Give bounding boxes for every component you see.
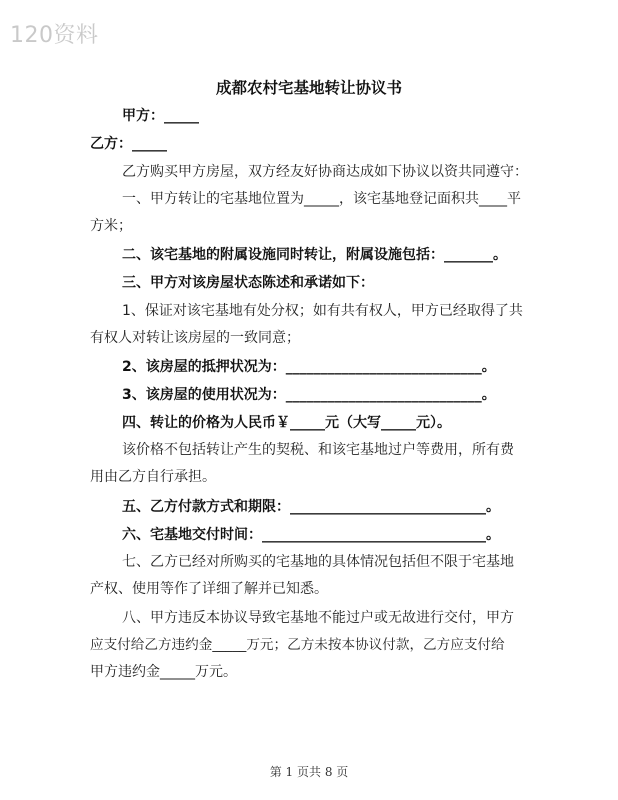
- clause-3-item-3-line: 3、该房屋的使用状况为：____________________________。: [122, 387, 496, 403]
- clause-1-line-2: 方米；: [90, 218, 132, 234]
- clause-2-line: 二、该宅基地的附属设施同时转让，附属设施包括：_______。: [122, 247, 507, 263]
- clause-3-item-1-line-2: 有权人对转让该房屋的一致同意；: [90, 330, 300, 346]
- page-footer: 第 1 页共 8 页: [269, 765, 349, 779]
- clause-3-item-1-line-1: 1、保证对该宅基地有处分权；如有共有权人，甲方已经取得了共: [122, 303, 523, 319]
- clause-5-line: 五、乙方付款方式和期限：____________________________。: [122, 499, 500, 515]
- preamble-line: 乙方购买甲方房屋，双方经友好协商达成如下协议以资共同遵守：: [122, 164, 528, 180]
- clause-3-heading: 三、甲方对该房屋状态陈述和承诺如下：: [122, 275, 374, 291]
- clause-8-line-3: 甲方违约金_____万元。: [90, 664, 237, 680]
- clause-3-item-2-line: 2、该房屋的抵押状况为：____________________________。: [122, 359, 496, 375]
- document-title: 成都农村宅基地转让协议书: [215, 79, 402, 97]
- clause-4-note-line-1: 该价格不包括转让产生的契税、和该宅基地过户等费用，所有费: [122, 442, 514, 458]
- clause-7-line-1: 七、乙方已经对所购买的宅基地的具体情况包括但不限于宅基地: [122, 554, 514, 570]
- clause-4-line: 四、转让的价格为人民币￥_____元（大写_____元）。: [122, 415, 451, 431]
- clause-4-note-line-2: 用由乙方自行承担。: [90, 469, 216, 485]
- watermark: 120资料: [10, 23, 99, 48]
- clause-8-line-2: 应支付给乙方违约金_____万元；乙方未按本协议付款，乙方应支付给: [90, 637, 505, 653]
- clause-1-line-1: 一、甲方转让的宅基地位置为_____，该宅基地登记面积共____平: [122, 191, 521, 207]
- clause-6-line: 六、宅基地交付时间：________________________________。: [122, 527, 500, 543]
- party-a-line: 甲方：_____: [122, 108, 199, 124]
- party-b-line: 乙方：_____: [90, 136, 167, 152]
- clause-8-line-1: 八、甲方违反本协议导致宅基地不能过户或无故进行交付，甲方: [122, 610, 514, 626]
- clause-7-line-2: 产权、使用等作了详细了解并已知悉。: [90, 581, 328, 597]
